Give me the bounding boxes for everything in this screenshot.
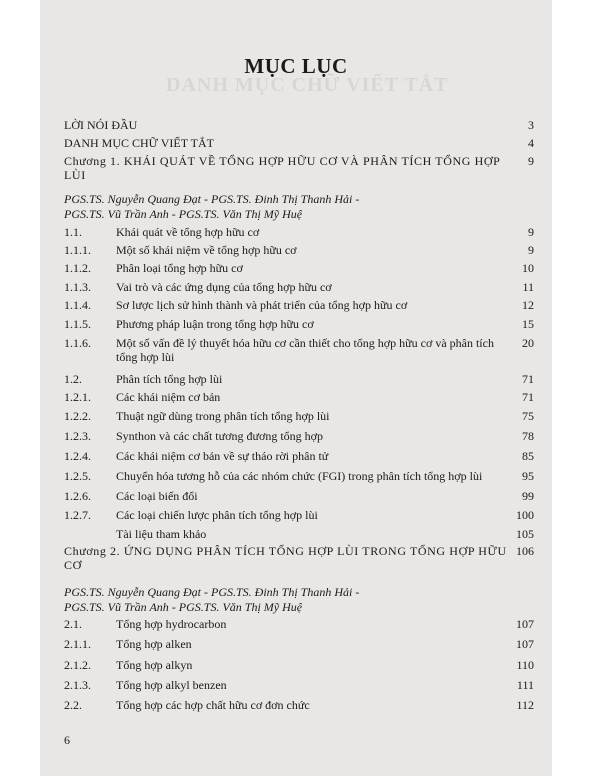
toc-entry-title: Một số vấn đề lý thuyết hóa hữu cơ cần thiết cho tổng hợp hữu cơ và phân tích tổng hợp lùi xyxy=(116,336,494,364)
toc-entry-number: 1.1.3. xyxy=(64,280,91,294)
toc-entry-number: 1.2.3. xyxy=(64,429,91,443)
toc-entry-number: 1.2.5. xyxy=(64,469,91,483)
toc-entry-title: Tổng hợp alkyn xyxy=(116,658,193,672)
toc-entry-page: 10 xyxy=(522,261,534,275)
page-title: MỤC LỤC xyxy=(244,54,348,78)
toc-entry-page: 15 xyxy=(522,317,534,331)
toc-entry-title: LỜI NÓI ĐẦU xyxy=(64,118,138,132)
toc-entry-title: Tổng hợp các hợp chất hữu cơ đơn chức xyxy=(116,698,310,712)
author-line: PGS.TS. Vũ Trần Anh - PGS.TS. Văn Thị Mỹ Huệ xyxy=(64,207,303,221)
author-block xyxy=(64,192,484,222)
toc-entry-number: 1.1.2. xyxy=(64,261,91,275)
toc-entry-title: Chương 2. ỨNG DỤNG PHÂN TÍCH TỔNG HỢP LÙI TRONG TỔNG HỢP HỮU CƠ xyxy=(64,544,507,572)
toc-entry-title: Tổng hợp alkyl benzen xyxy=(116,678,227,692)
toc-entry-page: 71 xyxy=(522,390,534,404)
toc-entry-number: 1.2. xyxy=(64,372,82,386)
toc-entry-number: 1.1. xyxy=(64,225,82,239)
toc-entry-number: 2.1.2. xyxy=(64,658,91,672)
toc-entry-number: 1.1.1. xyxy=(64,243,91,257)
toc-entry-page: 78 xyxy=(522,429,534,443)
toc-entry-page: 112 xyxy=(516,698,534,712)
toc-entry-page: 9 xyxy=(528,154,534,168)
toc-entry-number: 2.1.1. xyxy=(64,637,91,651)
toc-entry-page: 20 xyxy=(522,336,534,350)
toc-entry-page: 99 xyxy=(522,489,534,503)
toc-entry-title: Chuyển hóa tương hỗ của các nhóm chức (FGI) trong phân tích tổng hợp lùi xyxy=(116,469,483,483)
toc-entry-page: 100 xyxy=(516,508,534,522)
toc-entry-number: 2.2. xyxy=(64,698,82,712)
toc-entry-title: Các loại biến đổi xyxy=(116,489,198,503)
toc-entry-number: 1.2.6. xyxy=(64,489,91,503)
toc-entry-page: 71 xyxy=(522,372,534,386)
bleed-through-heading: DANH MỤC CHỮ VIẾT TẮT xyxy=(166,74,449,96)
toc-entry-title: Phân tích tổng hợp lùi xyxy=(116,372,223,386)
toc-entry-page: 9 xyxy=(528,243,534,257)
toc-entry-page: 9 xyxy=(528,225,534,239)
toc-entry-title: Chương 1. KHÁI QUÁT VỀ TỔNG HỢP HỮU CƠ VÀ PHÂN TÍCH TỔNG HỢP LÙI xyxy=(64,154,500,182)
toc-entry-page: 95 xyxy=(522,469,534,483)
toc-entry-number: 1.1.4. xyxy=(64,298,91,312)
toc-entry-number: 1.2.7. xyxy=(64,508,91,522)
toc-entry-number: 1.1.6. xyxy=(64,336,91,350)
toc-entry-title: Các khái niệm cơ bản về sự tháo rời phân tử xyxy=(116,449,329,463)
toc-entry-title: Synthon và các chất tương đương tổng hợp xyxy=(116,429,324,443)
toc-entry-title: Thuật ngữ dùng trong phân tích tổng hợp lùi xyxy=(116,409,330,423)
toc-entry-page: 105 xyxy=(516,527,534,541)
toc-entry-page: 12 xyxy=(522,298,534,312)
toc-entry-number: 1.2.1. xyxy=(64,390,91,404)
toc-entry-page: 11 xyxy=(522,280,534,294)
toc-entry-page: 106 xyxy=(516,544,534,558)
toc-entry-title: Phương pháp luận trong tổng hợp hữu cơ xyxy=(116,317,314,331)
toc-entry-page: 75 xyxy=(522,409,534,423)
toc-entry-number: 2.1.3. xyxy=(64,678,91,692)
toc-entry-title: Tài liệu tham khảo xyxy=(116,527,207,541)
toc-entry-title: Một số khái niệm về tổng hợp hữu cơ xyxy=(116,243,297,257)
toc-entry-title: Tổng hợp alken xyxy=(116,637,192,651)
toc-entry-title: Các loại chiến lược phân tích tổng hợp lùi xyxy=(116,508,318,522)
toc-entry-page: 85 xyxy=(522,449,534,463)
toc-entry-page: 4 xyxy=(528,136,534,150)
toc-entry-title: Các khái niệm cơ bản xyxy=(116,390,221,404)
toc-entry-number: 1.2.2. xyxy=(64,409,91,423)
toc-entry-page: 111 xyxy=(516,678,534,692)
toc-entry-number: 1.1.5. xyxy=(64,317,91,331)
toc-entry-number: 2.1. xyxy=(64,617,82,631)
toc-entry-title: Vai trò và các ứng dụng của tổng hợp hữu cơ xyxy=(116,280,332,294)
toc-entry-page: 107 xyxy=(516,617,534,631)
page-number: 6 xyxy=(64,733,70,747)
toc-entry-page: 3 xyxy=(528,118,534,132)
toc-entry-page: 110 xyxy=(516,658,534,672)
author-line: PGS.TS. Vũ Trần Anh - PGS.TS. Văn Thị Mỹ Huệ xyxy=(64,600,303,614)
book-page xyxy=(40,0,552,776)
author-line: PGS.TS. Nguyễn Quang Đạt - PGS.TS. Đinh Thị Thanh Hải - xyxy=(64,585,360,599)
toc-entry-title: Tổng hợp hydrocarbon xyxy=(116,617,227,631)
author-block xyxy=(64,585,484,615)
author-line: PGS.TS. Nguyễn Quang Đạt - PGS.TS. Đinh Thị Thanh Hải - xyxy=(64,192,360,206)
toc-entry-title: Phân loại tổng hợp hữu cơ xyxy=(116,261,243,275)
toc-entry-page: 107 xyxy=(516,637,534,651)
toc-entry-title: DANH MỤC CHỮ VIẾT TẮT xyxy=(64,136,214,150)
toc-entry-number: 1.2.4. xyxy=(64,449,91,463)
toc-entry-title: Khái quát về tổng hợp hữu cơ xyxy=(116,225,260,239)
toc-entry-title: Sơ lược lịch sử hình thành và phát triển của tổng hợp hữu cơ xyxy=(116,298,408,312)
